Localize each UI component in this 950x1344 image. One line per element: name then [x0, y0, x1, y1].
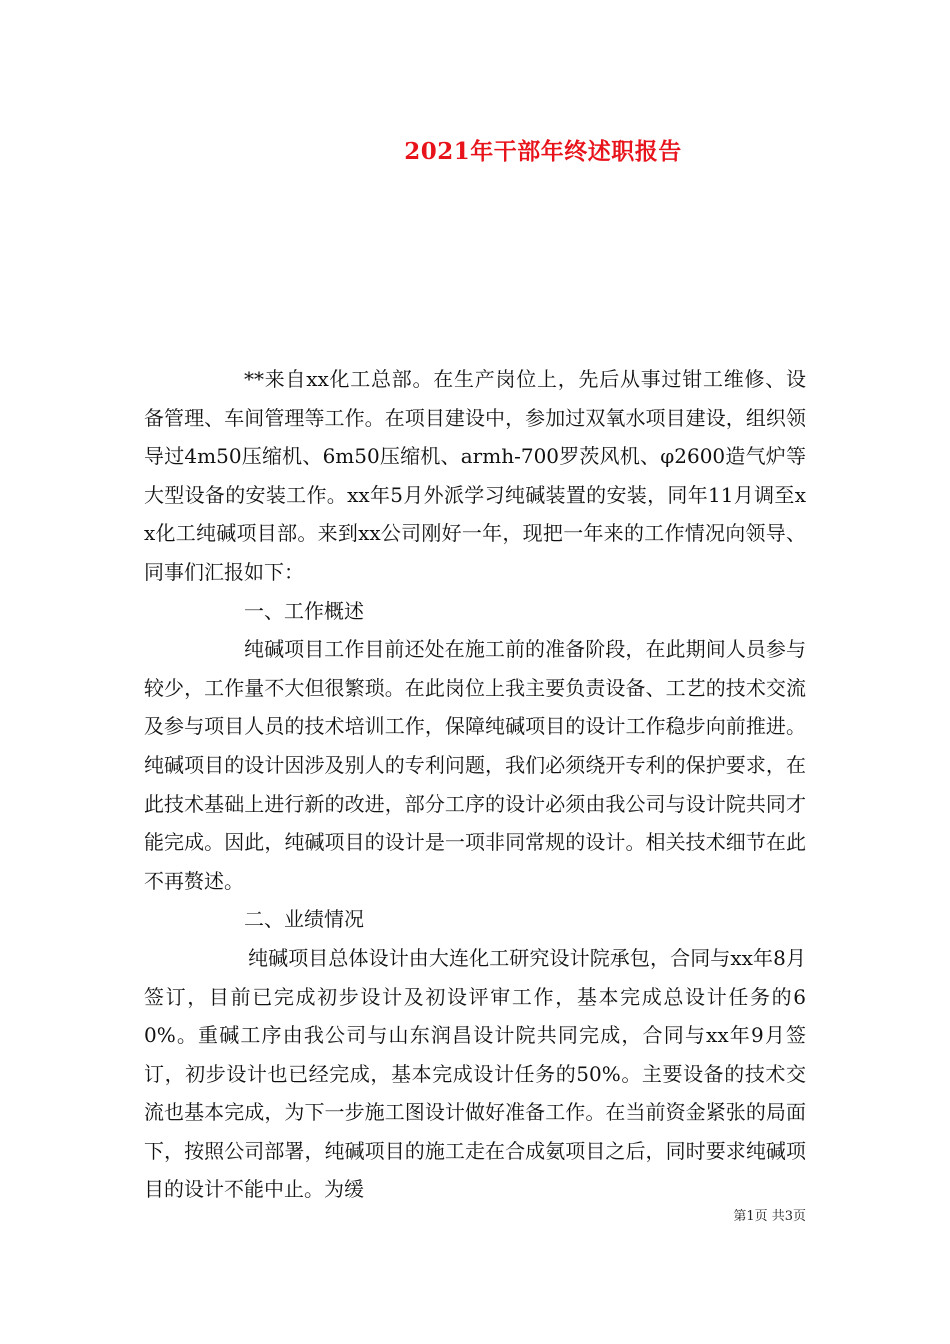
- section-heading-overview: 一、工作概述: [244, 598, 364, 623]
- paragraph-performance: 纯碱项目总体设计由大连化工研究设计院承包，合同与xx年8月签订，目前已完成初步设计及初设评审工作，基本完成总设计任务的60%。重碱工序由我公司与山东润昌设计院共同完成，合同与xx年9月签订，初步设计也已经完成，基本完成设计任务的50%。主要设备的技术交流也基本完成，为下一步施工图设计做好准备工作。在当前资金紧张的局面下，按照公司部署，纯碱项目的施工走在合成氨项目之后，同时要求纯碱项目的设计不能中止。为缓: [144, 945, 806, 1202]
- paragraph-overview: 纯碱项目工作目前还处在施工前的准备阶段，在此期间人员参与较少，工作量不大但很繁琐。在此岗位上我主要负责设备、工艺的技术交流及参与项目人员的技术培训工作，保障纯碱项目的设计工作稳步向前推进。纯碱项目的设计因涉及别人的专利问题，我们必须绕开专利的保护要求，在此技术基础上进行新的改进，部分工序的设计必须由我公司与设计院共同才能完成。因此，纯碱项目的设计是一项非同常规的设计。相关技术细节在此不再赘述。: [144, 637, 806, 893]
- document-title: 2021年干部年终述职报告: [404, 138, 682, 165]
- document-body: [144, 360, 806, 1209]
- page-number-footer: 第1页 共3页: [733, 1209, 806, 1224]
- section-heading-performance: 二、业绩情况: [244, 907, 364, 932]
- paragraph-intro: **来自xx化工总部。在生产岗位上，先后从事过钳工维修、设备管理、车间管理等工作。在项目建设中，参加过双氧水项目建设，组织领导过4m50压缩机、6m50压缩机、armh-700罗茨风机、φ2600造气炉等大型设备的安装工作。xx年5月外派学习纯碱装置的安装，同年11月调至xx化工纯碱项目部。来到xx公司刚好一年，现把一年来的工作情况向领导、同事们汇报如下：: [144, 367, 806, 584]
